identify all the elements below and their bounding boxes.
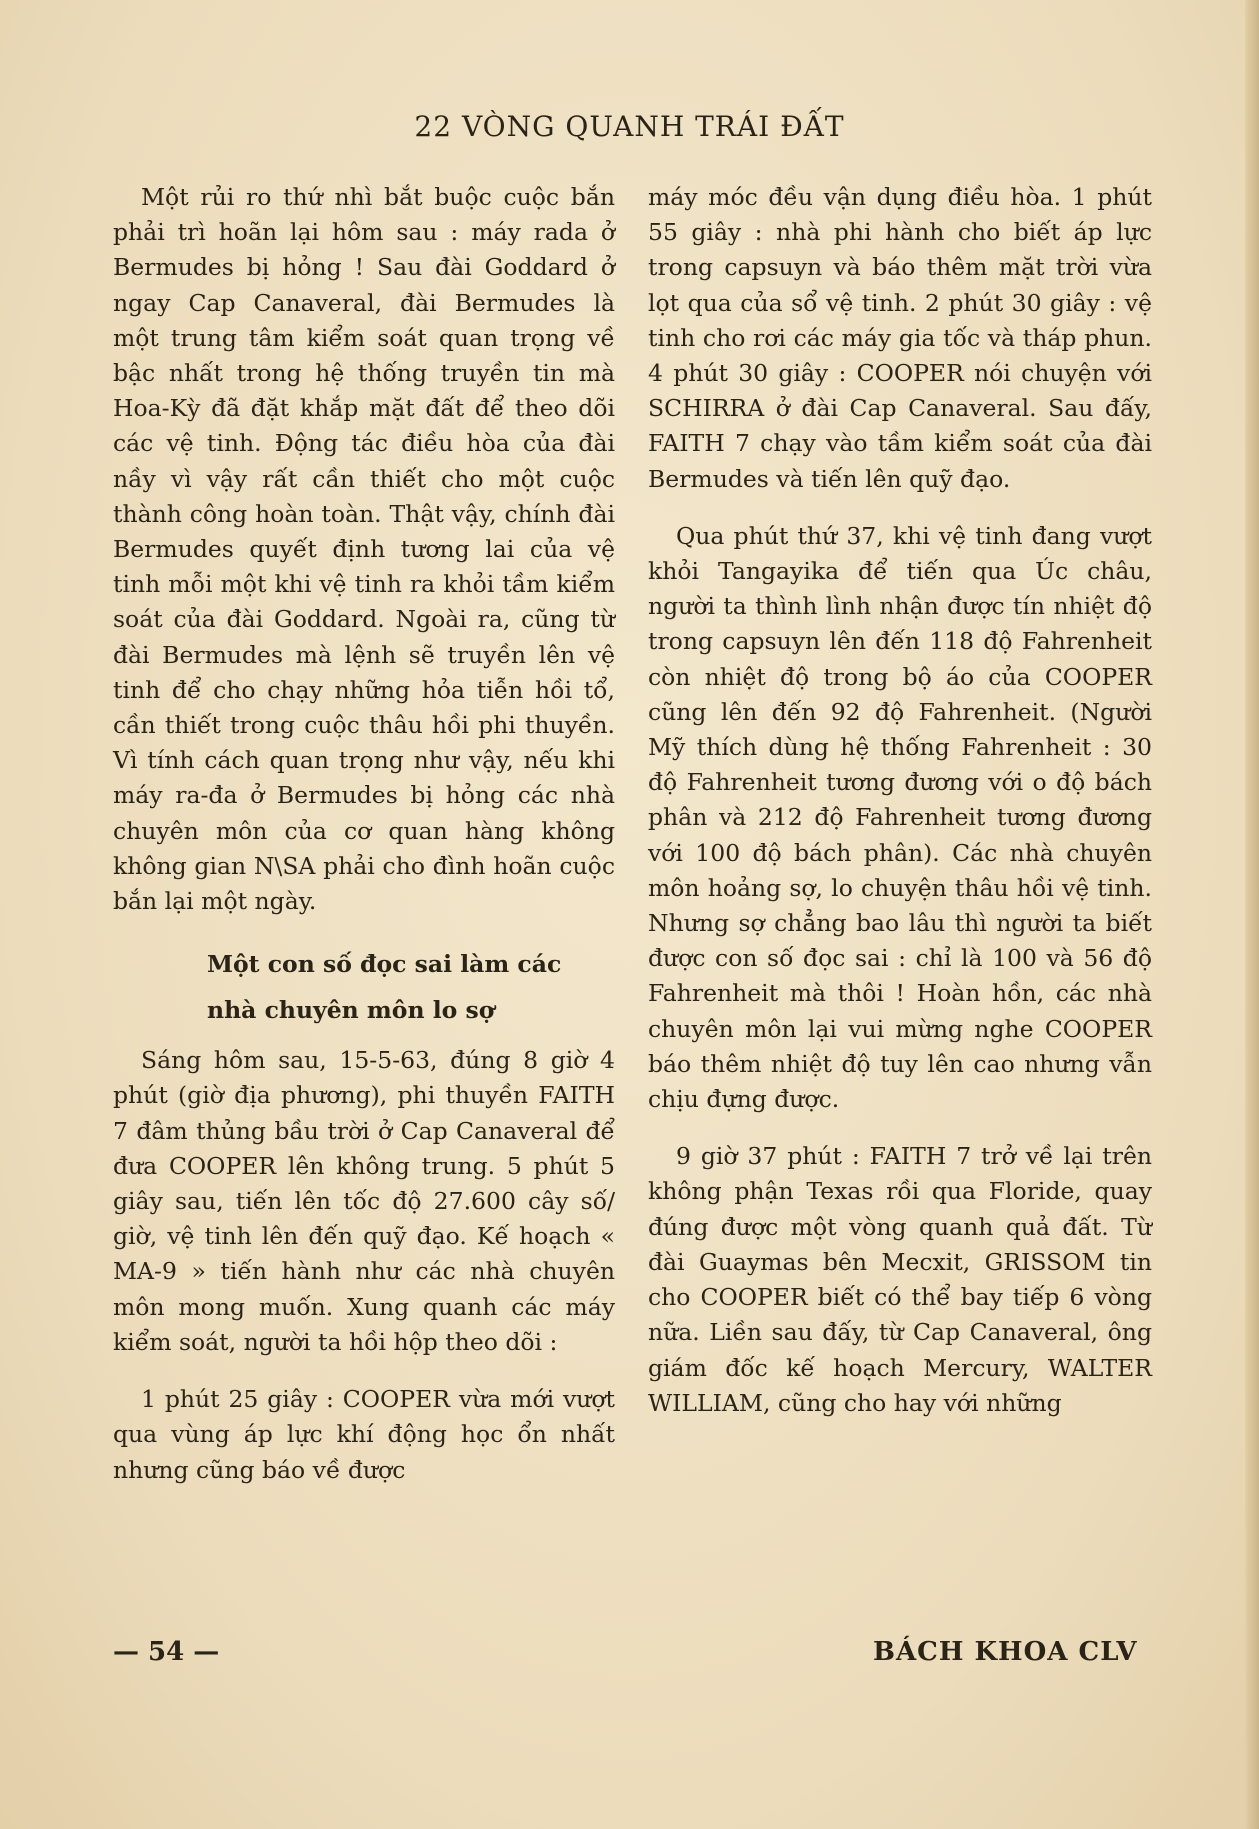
section-heading-line: Một con số đọc sai làm các — [207, 950, 562, 979]
paragraph: Một rủi ro thứ nhì bắt buộc cuộc bắn phải trì hoãn lại hôm sau : máy rada ở Bermudes bị hỏng ! Sau đài Goddard ở ngay Cap Canaveral, đài Bermudes là một trung tâm kiểm soát quan trọng về bậc nhất trong hệ thống truyền tin mà Hoa-Kỳ đã đặt khắp mặt đất để theo dõi các vệ tinh. Động tác điều hòa của đài nầy vì vậy rất cần thiết cho một cuộc thành công hoàn toàn. Thật vậy, chính đài Bermudes quyết định tương lai của vệ tinh mỗi một khi vệ tinh ra khỏi tầm kiểm soát của đài Goddard. Ngoài ra, cũng từ đài Bermudes mà lệnh sẽ truyền lên vệ tinh để cho chạy những hỏa tiễn hồi tổ, cần thiết trong cuộc thâu hồi phi thuyền. Vì tính cách quan trọng như vậy, nếu khi máy ra-đa ở Bermudes bị hỏng các nhà chuyên môn của cơ quan hàng không không gian N\SA phải cho đình hoãn cuộc bắn lại một ngày. — [113, 183, 615, 916]
publication-name: BÁCH KHOA CLV — [873, 1637, 1138, 1667]
page-header: 22 VÒNG QUANH TRÁI ĐẤT — [414, 110, 845, 143]
paragraph: 1 phút 25 giây : COOPER vừa mới vượt qua vùng áp lực khí động học ổn nhất nhưng cũng báo về được — [113, 1385, 615, 1484]
paragraph: 9 giờ 37 phút : FAITH 7 trở về lại trên không phận Texas rồi qua Floride, quay đúng được một vòng quanh quả đất. Từ đài Guaymas bên Mecxit, GRISSOM tin cho COOPER biết có thể bay tiếp 6 vòng nữa. Liền sau đấy, từ Cap Canaveral, ông giám đốc kế hoạch Mercury, WALTER WILLIAM, cũng cho hay với những — [648, 1142, 1152, 1417]
right-column — [648, 180, 1152, 1421]
section-heading — [113, 941, 615, 1033]
page-number: — 54 — — [113, 1637, 220, 1667]
section-heading-line: nhà chuyên môn lo sợ — [207, 996, 495, 1025]
paragraph: máy móc đều vận dụng điều hòa. 1 phút 55 giây : nhà phi hành cho biết áp lực trong capsuyn và báo thêm mặt trời vừa lọt qua của sổ vệ tinh. 2 phút 30 giây : vệ tinh cho rơi các máy gia tốc và tháp phun. 4 phút 30 giây : COOPER nói chuyện với SCHIRRA ở đài Cap Canaveral. Sau đấy, FAITH 7 chạy vào tầm kiểm soát của đài Bermudes và tiến lên quỹ đạo. — [648, 183, 1152, 493]
paragraph: Qua phút thứ 37, khi vệ tinh đang vượt khỏi Tangayika để tiến qua Úc châu, người ta thình lình nhận được tín nhiệt độ trong capsuyn lên đến 118 độ Fahrenheit còn nhiệt độ trong bộ áo của COOPER cũng lên đến 92 độ Fahrenheit. (Người Mỹ thích dùng hệ thống Fahrenheit : 30 độ Fahrenheit tương đương với o độ bách phân và 212 độ Fahrenheit tương đương với 100 độ bách phân). Các nhà chuyên môn hoảng sợ, lo chuyện thâu hồi vệ tinh. Nhưng sợ chẳng bao lâu thì người ta biết được con số đọc sai : chỉ là 100 và 56 độ Fahrenheit mà thôi ! Hoàn hồn, các nhà chuyên môn lại vui mừng nghe COOPER báo thêm nhiệt độ tuy lên cao nhưng vẫn chịu đựng được. — [648, 521, 1152, 1114]
paragraph: Sáng hôm sau, 15-5-63, đúng 8 giờ 4 phút (giờ địa phương), phi thuyền FAITH 7 đâm thủng bầu trời ở Cap Canaveral để đưa COOPER lên không trung. 5 phút 5 giây sau, tiến lên tốc độ 27.600 cây số/ giờ, vệ tinh lên đến quỹ đạo. Kế hoạch « MA-9 » tiến hành như các nhà chuyên môn mong muốn. Xung quanh các máy kiểm soát, người ta hồi hộp theo dõi : — [113, 1046, 615, 1356]
page-edge — [1245, 0, 1259, 1829]
left-column — [113, 180, 615, 1488]
